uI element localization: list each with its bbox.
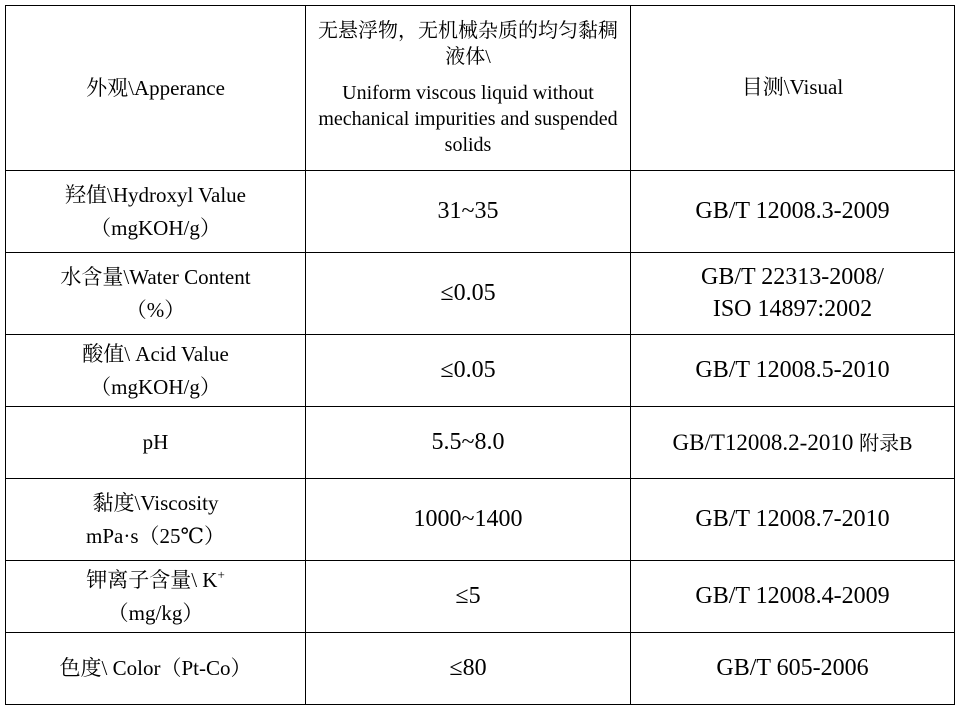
property-label: 黏度\Viscosity <box>92 490 219 515</box>
method-appendix: 附录B <box>859 432 913 455</box>
value-cell: ≤0.05 <box>306 253 631 335</box>
table-row <box>6 407 955 479</box>
method-label: ISO 14897:2002 <box>712 295 873 322</box>
property-label: 酸值\ Acid Value <box>82 341 229 366</box>
method-cell <box>631 335 955 407</box>
table-row <box>6 335 955 407</box>
table-row <box>6 479 955 561</box>
value-cell: ≤0.05 <box>306 335 631 407</box>
table-row <box>6 561 955 633</box>
value-cell: 31~35 <box>306 171 631 253</box>
method-label: GB/T 605-2006 <box>716 654 869 681</box>
method-cell <box>631 253 955 335</box>
value-cell <box>306 6 631 171</box>
table-row <box>6 171 955 253</box>
property-cell <box>6 6 306 171</box>
method-label: GB/T 12008.7-2010 <box>695 505 890 532</box>
method-cell <box>631 171 955 253</box>
value-cell: ≤80 <box>306 633 631 705</box>
value-cell: ≤5 <box>306 561 631 633</box>
method-cell <box>631 479 955 561</box>
table-row <box>6 633 955 705</box>
method-label: GB/T 12008.3-2009 <box>695 197 890 224</box>
property-cell <box>6 335 306 407</box>
appearance-value-zh: 无悬浮物，无机械杂质的均匀黏稠液体\ <box>318 20 618 68</box>
property-cell <box>6 633 306 705</box>
property-cell <box>6 171 306 253</box>
property-unit: mPa·s（25℃） <box>86 523 225 548</box>
property-cell <box>6 253 306 335</box>
appearance-value-en: Uniform viscous liquid without mechanical impurities and suspended solids <box>318 82 618 156</box>
method-label: GB/T 22313-2008/ <box>701 264 884 291</box>
property-label: 水含量\Water Content <box>60 264 251 289</box>
table-row <box>6 253 955 335</box>
method-cell <box>631 6 955 171</box>
specification-table <box>5 5 955 705</box>
property-unit: （%） <box>125 297 186 322</box>
method-label: GB/T 12008.4-2009 <box>695 582 890 609</box>
method-label: GB/T12008.2-2010 <box>672 429 854 455</box>
table-row <box>6 6 955 171</box>
method-label: 目测\Visual <box>741 75 844 100</box>
value-cell: 5.5~8.0 <box>306 407 631 479</box>
property-cell <box>6 407 306 479</box>
method-label: GB/T 12008.5-2010 <box>695 356 890 383</box>
property-label: pH <box>142 430 169 455</box>
property-superscript: + <box>217 566 225 582</box>
method-cell <box>631 407 955 479</box>
property-label-line <box>12 564 299 597</box>
method-cell <box>631 561 955 633</box>
property-label: 外观\Apperance <box>86 75 225 100</box>
property-unit: （mgKOH/g） <box>90 215 221 240</box>
property-unit: （mg/kg） <box>107 600 204 625</box>
property-label: 羟值\Hydroxyl Value <box>64 182 246 207</box>
value-cell: 1000~1400 <box>306 479 631 561</box>
property-label: 色度\ Color（Pt-Co） <box>59 656 252 681</box>
property-label: 钾离子含量\ K <box>86 567 218 592</box>
property-cell <box>6 561 306 633</box>
property-unit: （mgKOH/g） <box>90 374 221 399</box>
method-cell <box>631 633 955 705</box>
property-cell <box>6 479 306 561</box>
